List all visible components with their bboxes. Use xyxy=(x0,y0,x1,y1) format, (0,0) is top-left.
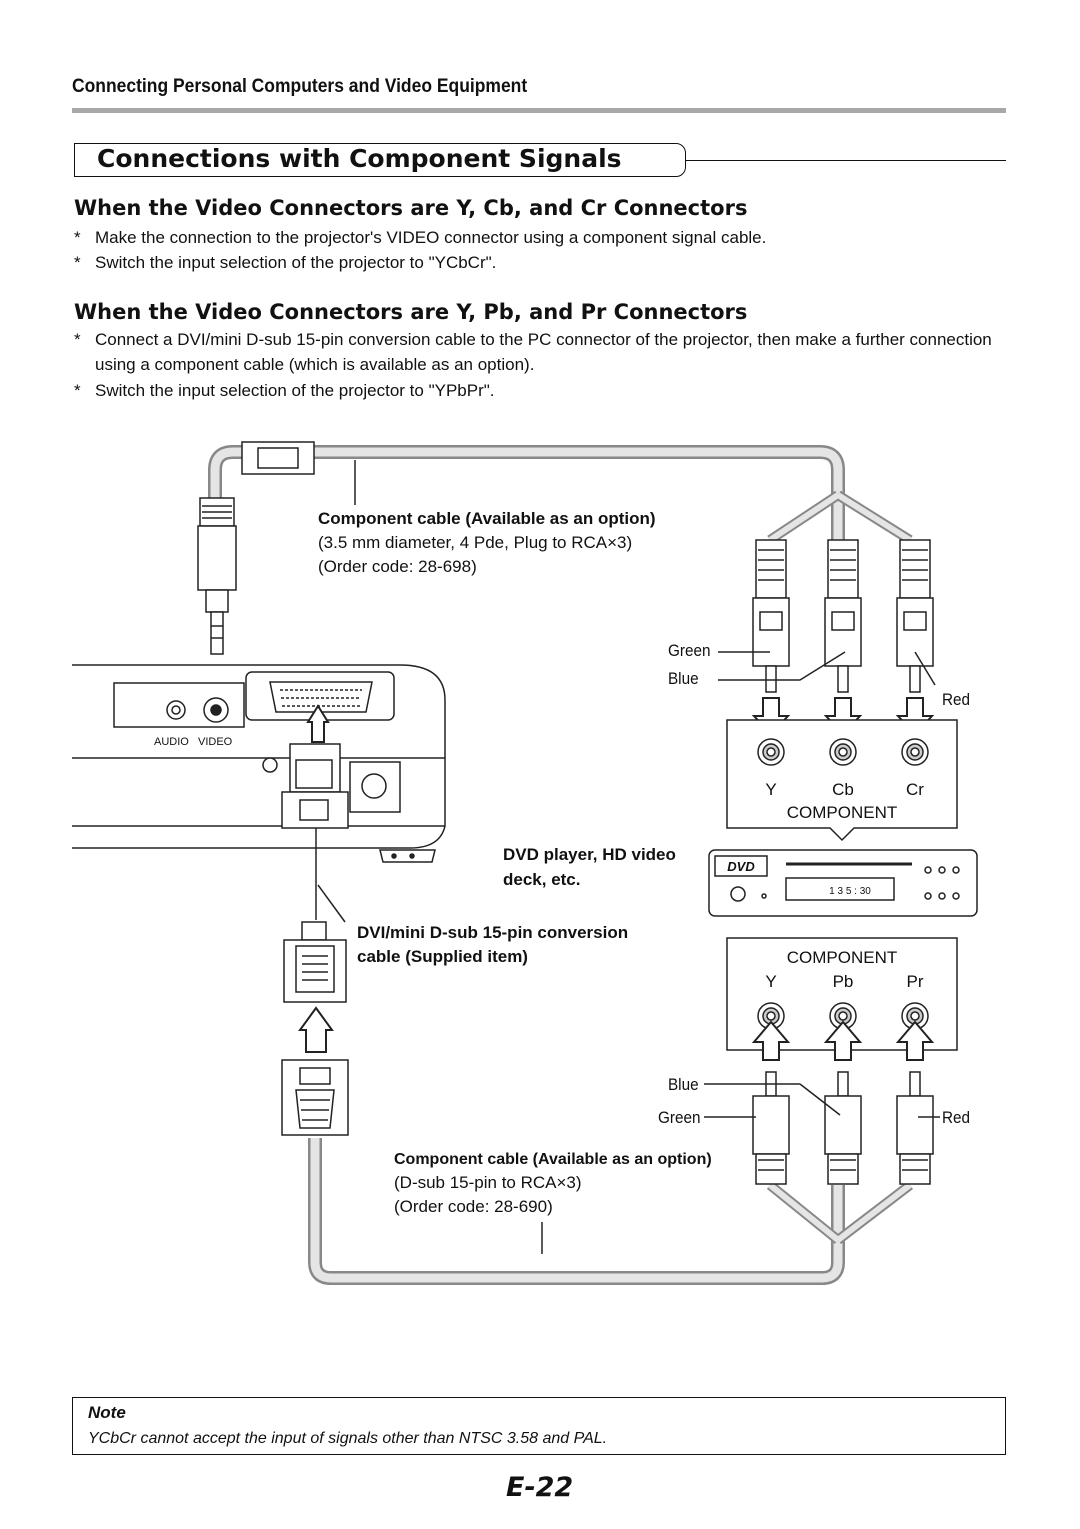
dvd-logo: DVD xyxy=(727,859,755,874)
top-blue-label: Blue xyxy=(668,669,699,689)
note-label: Note xyxy=(88,1403,126,1422)
cable2-order: (Order code: 28-690) xyxy=(394,1197,553,1216)
top-red-label: Red xyxy=(942,690,971,710)
jack-y2-label: Y xyxy=(765,972,777,991)
cable1-title: Component cable (Available as an option) xyxy=(318,509,656,528)
dvd-label-1: DVD player, HD video xyxy=(503,845,676,864)
top-green-label: Green xyxy=(668,641,711,661)
bottom-green-label: Green xyxy=(658,1108,701,1128)
conversion-cable-label-2: cable (Supplied item) xyxy=(357,947,528,966)
bottom-component-label: COMPONENT xyxy=(786,948,898,967)
jack-pb-label: Pb xyxy=(832,972,854,991)
note-text: YCbCr cannot accept the input of signals other than NTSC 3.58 and PAL. xyxy=(88,1430,608,1447)
video-label: VIDEO xyxy=(198,736,233,748)
cable2-title: Component cable (Available as an option) xyxy=(394,1151,712,1168)
jack-y-label: Y xyxy=(765,780,777,799)
ycbcr-heading: When the Video Connectors are Y, Cb, and Cr Connectors xyxy=(74,196,748,220)
conversion-cable-label-1: DVI/mini D-sub 15-pin conversion xyxy=(357,923,629,942)
cable1-order: (Order code: 28-698) xyxy=(318,557,477,576)
bottom-red-label: Red xyxy=(942,1108,971,1128)
dvd-display: 1 3 5 : 30 xyxy=(829,886,871,897)
page-title: Connections with Component Signals xyxy=(97,144,622,173)
jack-cb-label: Cb xyxy=(832,780,854,799)
audio-label: AUDIO xyxy=(154,736,189,748)
jack-pr-label: Pr xyxy=(906,972,924,991)
ycbcr-bullet-2: * Switch the input selection of the projector to "YCbCr". xyxy=(74,253,497,272)
top-component-label: COMPONENT xyxy=(786,803,898,822)
cable2-spec: (D-sub 15-pin to RCA×3) xyxy=(394,1173,582,1192)
dvd-label-2: deck, etc. xyxy=(503,870,581,889)
ypbpr-bullet-1: * Connect a DVI/mini D-sub 15-pin conversion cable to the PC connector of the projector, then make a further connection using a component cable (which is available as an option). xyxy=(74,330,992,374)
jack-cr-label: Cr xyxy=(906,780,924,799)
cable1-spec: (3.5 mm diameter, 4 Pde, Plug to RCA×3) xyxy=(318,533,633,552)
ypbpr-bullet-2: * Switch the input selection of the projector to "YPbPr". xyxy=(74,381,495,400)
ycbcr-bullet-1: * Make the connection to the projector's VIDEO connector using a component signal cable. xyxy=(74,228,767,247)
page-number: E-22 xyxy=(506,1472,574,1503)
bottom-blue-label: Blue xyxy=(668,1075,699,1095)
section-header: Connecting Personal Computers and Video Equipment xyxy=(72,76,528,97)
ypbpr-heading: When the Video Connectors are Y, Pb, and Pr Connectors xyxy=(74,300,748,324)
